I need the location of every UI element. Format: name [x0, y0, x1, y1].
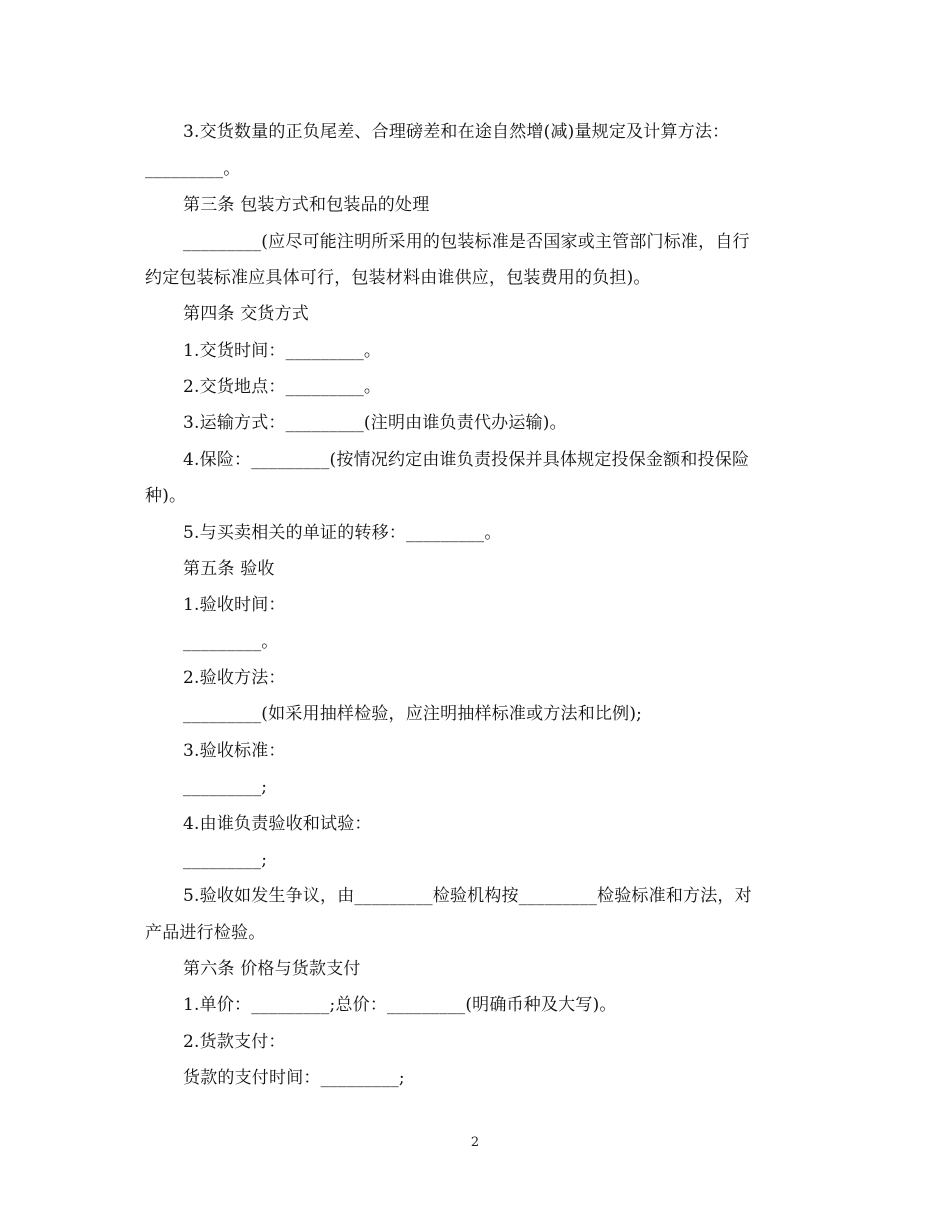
paragraph-line: 3.运输方式：_________(注明由谁负责代办运输)。 [183, 413, 567, 433]
section-heading: 第六条 价格与货款支付 [183, 959, 361, 979]
section-heading: 第四条 交货方式 [183, 304, 310, 324]
paragraph-line: _________。 [183, 632, 279, 652]
paragraph-line: 2.交货地点：_________。 [183, 377, 382, 397]
page-number: 2 [470, 1135, 480, 1150]
paragraph-line: 产品进行检验。 [145, 923, 266, 943]
section-heading: 第五条 验收 [183, 559, 275, 579]
paragraph-line: 3.验收标准： [183, 741, 286, 761]
paragraph-line: 3.交货数量的正负尾差、合理磅差和在途自然增(减)量规定及计算方法： [183, 122, 730, 142]
paragraph-line: 5.验收如发生争议，由_________检验机构按_________检验标准和方法，对 [183, 886, 752, 906]
paragraph-line: 5.与买卖相关的单证的转移：_________。 [183, 523, 502, 543]
paragraph-line: 1.验收时间： [183, 595, 286, 615]
paragraph-line: 约定包装标准应具体可行，包装材料由谁供应，包装费用的负担)。 [145, 268, 651, 288]
section-heading: 第三条 包装方式和包装品的处理 [183, 195, 430, 215]
paragraph-line: 2.货款支付： [183, 1032, 286, 1052]
paragraph-line: 4.保险：_________(按情况约定由谁负责投保并具体规定投保金额和投保险 [183, 450, 750, 470]
paragraph-line: _________。 [145, 159, 241, 179]
paragraph-line: _________; [183, 850, 268, 870]
paragraph-line: _________(如采用抽样检验，应注明抽样标准或方法和比例); [183, 704, 643, 724]
paragraph-line: 1.单价：_________;总价：_________(明确币种及大写)。 [183, 995, 617, 1015]
paragraph-line: 种)。 [145, 486, 187, 506]
paragraph-line: _________; [183, 777, 268, 797]
paragraph-line: 4.由谁负责验收和试验： [183, 814, 372, 834]
paragraph-line: 1.交货时间：_________。 [183, 341, 382, 361]
paragraph-line: 货款的支付时间：_________; [183, 1068, 405, 1088]
paragraph-line: _________(应尽可能注明所采用的包装标准是否国家或主管部门标准，自行 [183, 232, 750, 252]
paragraph-line: 2.验收方法： [183, 668, 286, 688]
